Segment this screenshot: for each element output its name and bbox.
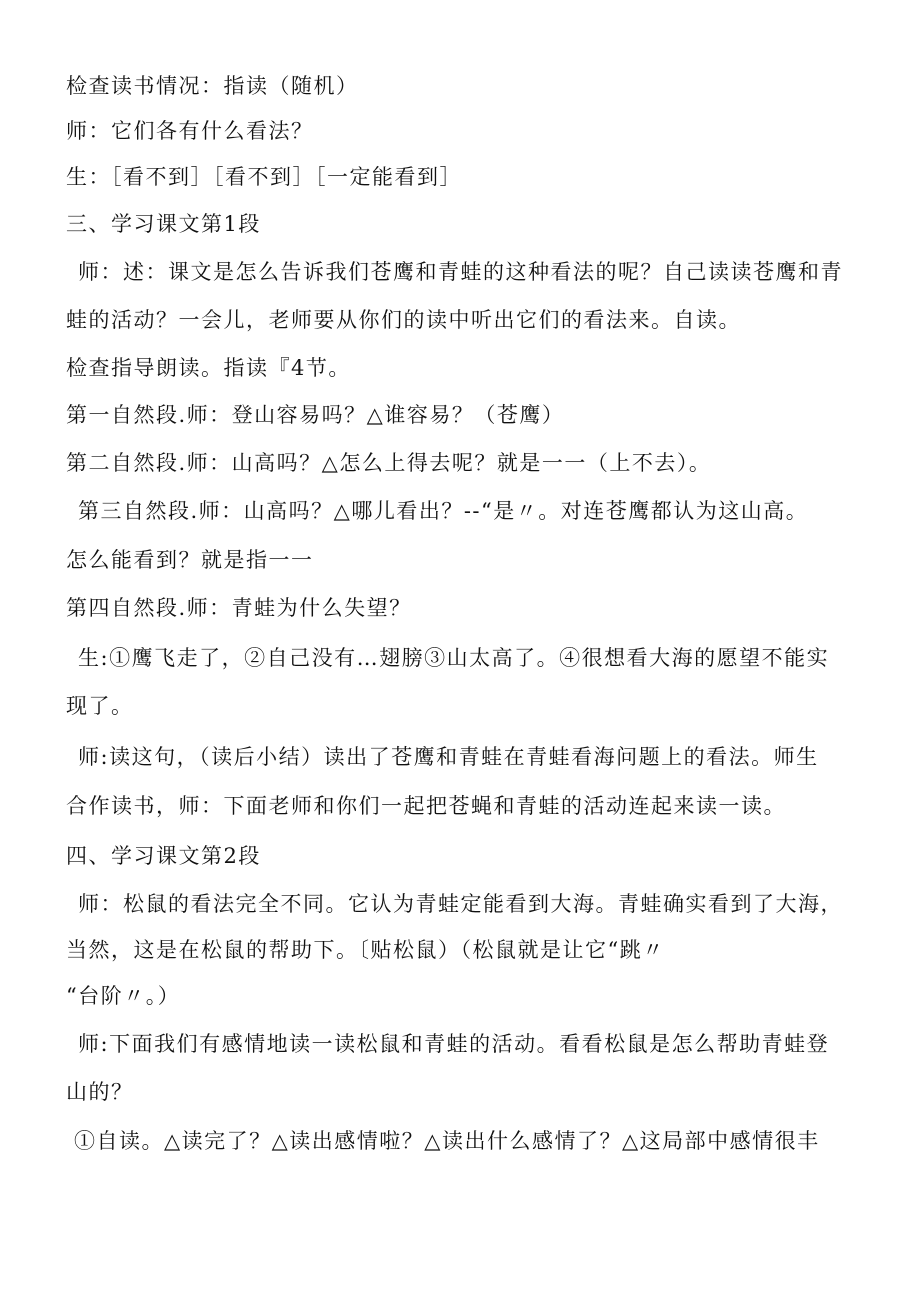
text-line: 第三自然段.师：山高吗？△哪儿看出？--“是〃。对连苍鹰都认为这山高。	[78, 499, 809, 523]
text-line: 现了。	[66, 694, 134, 718]
text-line: 蛙的活动？一会儿，老师要从你们的读中听出它们的看法来。自读。	[66, 308, 741, 332]
text-line: 检查指导朗读。指读『4节。	[66, 356, 351, 380]
text-line: 第四自然段.师：青蛙为什么失望？	[66, 596, 412, 620]
text-line: 四、学习课文第2段	[66, 844, 261, 868]
text-line: 师:读这句，（读后小结）读出了苍鹰和青蛙在青蛙看海问题上的看法。师生	[78, 745, 819, 769]
text-line: 山的？	[66, 1080, 134, 1104]
text-line: 三、学习课文第1段	[66, 212, 261, 236]
text-line: 合作读书，师：下面老师和你们一起把苍蝇和青蛙的活动连起来读一读。	[66, 794, 786, 818]
text-line: 师:下面我们有感情地读一读松鼠和青蛙的活动。看看松鼠是怎么帮助青蛙登	[78, 1032, 830, 1056]
text-line: ①自读。△读完了？△读出感情啦？△读出什么感情了？△这局部中感情很丰	[74, 1129, 820, 1153]
text-line: 当然，这是在松鼠的帮助下。〔贴松鼠）（松鼠就是让它“跳〃	[66, 938, 665, 962]
text-line: 师：松鼠的看法完全不同。它认为青蛙定能看到大海。青蛙确实看到了大海，	[78, 892, 843, 916]
text-line: 第一自然段.师：登山容易吗？△谁容易？（苍鹰）	[66, 403, 565, 427]
text-line: 生:①鹰飞走了，②自己没有…翅膀③山太高了。④很想看大海的愿望不能实	[78, 646, 830, 670]
text-line: 怎么能看到？就是指一一	[66, 548, 314, 572]
text-line: “台阶〃。）	[66, 984, 181, 1008]
text-line: 师：它们各有什么看法？	[66, 119, 314, 143]
text-line: 生：［看不到］［看不到］［一定能看到］	[66, 165, 462, 189]
text-line: 第二自然段.师：山高吗？△怎么上得去呢？就是一一（上不去）。	[66, 451, 712, 475]
text-line: 师：述：课文是怎么告诉我们苍鹰和青蛙的这种看法的呢？自己读读苍鹰和青	[78, 260, 843, 284]
text-line: 检查读书情况：指读（随机）	[66, 74, 359, 98]
